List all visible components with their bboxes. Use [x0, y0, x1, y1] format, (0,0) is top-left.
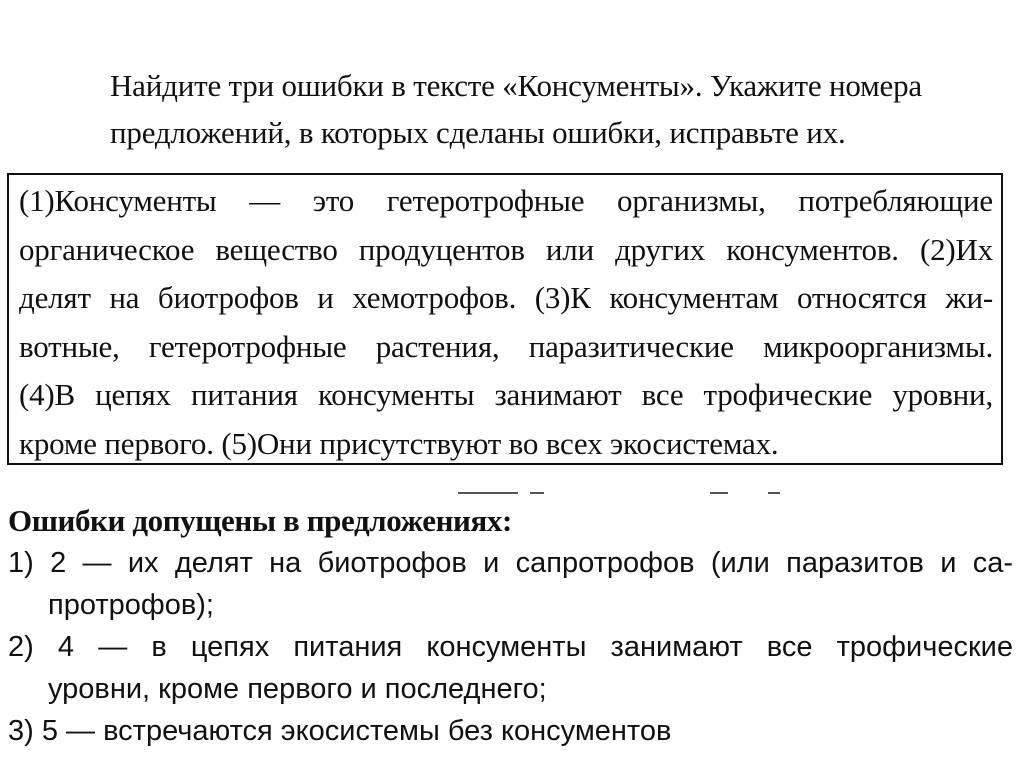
text-line-3: делят на биотрофов и хемотрофов. (3)К консументам относятся жи-: [19, 280, 993, 315]
answer-line-2: 2) 4 — в цепях питания консументы занимают все трофические: [8, 631, 1013, 663]
answer-line-3: 3) 5 — встречаются экосистемы без консументов: [8, 715, 672, 747]
scan-artifact-dash: [458, 492, 518, 494]
answer-section: [8, 500, 1013, 752]
task-line-1: Найдите три ошибки в тексте «Консументы». Укажите номера: [110, 68, 922, 103]
text-line-5: (4)В цепях питания консументы занимают все трофические уровни,: [19, 377, 993, 412]
answer-line-1: 1) 2 — их делят на биотрофов и сапротрофов (или паразитов и са-: [8, 547, 1013, 579]
text-line-1: (1)Консументы — это гетеротрофные организмы, потребляющие: [19, 183, 993, 218]
scan-artifact-dash: [530, 492, 544, 494]
answer-line-2-continued: уровни, кроме первого и последнего;: [48, 673, 547, 705]
text-line-6: кроме первого. (5)Они присутствуют во всех экосистемах.: [19, 425, 779, 461]
answer-heading: Ошибки допущены в предложениях:: [8, 503, 512, 538]
scan-artifact-dash: [710, 492, 728, 494]
consumers-text-box: [7, 173, 1003, 465]
text-line-2: органическое вещество продуцентов или других консументов. (2)Их: [19, 231, 993, 267]
task-line-2: предложений, в которых сделаны ошибки, исправьте их.: [110, 115, 846, 150]
answer-line-1-continued: протрофов);: [48, 589, 214, 621]
scan-artifact-dash: [768, 492, 780, 494]
task-statement: [110, 62, 1010, 156]
text-line-4: вотные, гетеротрофные растения, паразитические микроорганизмы.: [19, 328, 993, 364]
